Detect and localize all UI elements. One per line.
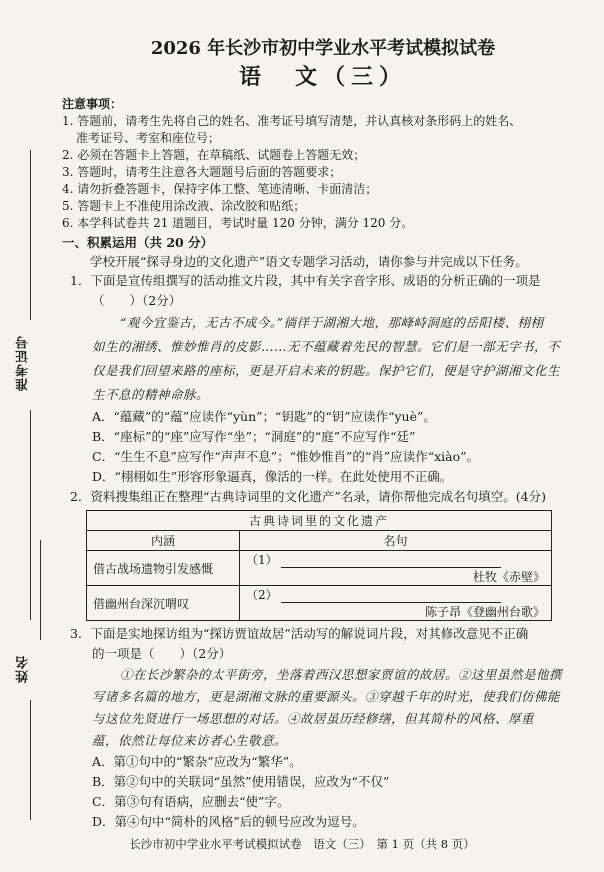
- section-intro: 学校开展“探寻身边的文化遗产”语文专题学习活动，请你参与并完成以下任务。: [90, 254, 528, 269]
- name-label: 姓名: [16, 655, 31, 683]
- binding-line-mid: [30, 410, 31, 620]
- question-1-stem-cont: （ ）（2分）: [92, 293, 182, 308]
- answer-blank[interactable]: [391, 555, 501, 568]
- quote-source: 杜牧《赤壁》: [472, 570, 545, 584]
- note-item: 5. 答题卡上不准使用涂改液、涂改胶和贴纸；: [62, 199, 306, 213]
- note-item: 6. 本学科试卷共 21 道题目，考试时量 120 分钟，满分 120 分。: [62, 216, 414, 230]
- question-3-option-c: C．第③句有语病，应删去“使”字。: [92, 794, 290, 809]
- quote-source: 陈子昂《登幽州台歌》: [424, 605, 545, 619]
- question-1-passage-line: 生不息的精神命脉。: [92, 387, 210, 402]
- binding-line-top: [30, 150, 31, 320]
- question-3-stem: 3．下面是实地探访组为“探访贾谊故居”活动写的解说词片段，对其修改意见不正确: [70, 626, 529, 641]
- quote-cell[interactable]: [240, 551, 552, 586]
- binding-line-bottom: [30, 700, 31, 820]
- question-1-option-b: B．“座标”的“座”应写作“坐”；“洞庭”的“庭”不应写作“廷”: [92, 429, 416, 444]
- answer-blank[interactable]: [281, 590, 391, 603]
- note-item: 1. 答题前，请考生先将自己的姓名、准考证号填写清楚，并认真核对条形码上的姓名、: [62, 114, 522, 128]
- question-1-option-c: C．“生生不息”应写作“声声不息”；“惟妙惟肖”的“肖”应读作“xiào”。: [92, 449, 479, 464]
- question-3-option-a: A．第①句中的“繁杂”应改为“繁华”。: [92, 754, 302, 769]
- section-title: 一、积累运用（共 20 分）: [62, 235, 214, 250]
- admission-number-blank: [40, 540, 41, 640]
- question-3-passage-line: 与这位先贤进行一场思想的对话。④故居虽历经修缮，但其简朴的风格、厚重: [92, 711, 535, 726]
- note-item: 4. 请勿折叠答题卡，保持字体工整、笔迹清晰、卡面清洁；: [62, 182, 378, 196]
- column-header-content: 内涵: [87, 531, 240, 551]
- question-1-option-d: D．“栩栩如生”形容形象逼真，像活的一样。在此处使用不正确。: [92, 469, 453, 484]
- notes-heading: 注意事项：: [62, 97, 123, 111]
- row-content: 借古战场遗物引发感慨: [87, 551, 240, 586]
- page-footer: 长沙市初中学业水平考试模拟试卷 语文（三） 第 1 页（共 8 页）: [129, 837, 475, 851]
- exam-title: 2026 年长沙市初中学业水平考试模拟试卷: [150, 38, 496, 59]
- exam-subtitle: 语 文（三）: [238, 64, 407, 90]
- question-3-passage-line: 蕴，依然让每位来访者心生敬意。: [92, 733, 288, 748]
- answer-blank[interactable]: [281, 555, 391, 568]
- question-1-passage-line: 如生的湘绣、惟妙惟肖的皮影……无不蕴藏着先民的智慧。它们是一部无字书，不: [92, 339, 561, 354]
- blank-number: （2）: [246, 588, 278, 602]
- question-3-stem-cont: 的一项是（ ）（2分）: [92, 646, 232, 661]
- poetry-table: [86, 510, 552, 621]
- exam-content: [62, 38, 584, 832]
- table-caption: 古典诗词里的文化遗产: [87, 511, 552, 531]
- note-item: 3. 答题时，请考生注意各大题题号后面的答题要求；: [62, 165, 342, 179]
- blank-number: （1）: [246, 553, 278, 567]
- note-item: 准考证号、考室和座位号；: [76, 131, 221, 145]
- question-3-option-b: B．第②句中的关联词“虽然”使用错误，应改为“不仅”: [92, 774, 390, 789]
- column-header-quote: 名句: [240, 531, 552, 551]
- question-3-option-d: D．第④句中“简朴的风格”后的顿号应改为逗号。: [92, 814, 365, 829]
- question-3-passage-line: 写诸多名篇的地方，更是湖湘文脉的重要源头。③穿越千年的时光，使我们仿佛能: [92, 689, 561, 704]
- table-row: [87, 586, 552, 621]
- table-row: [87, 551, 552, 586]
- row-content: 借幽州台深沉喟叹: [87, 586, 240, 621]
- question-3-passage-line: ①在长沙繁杂的太平街旁，坐落着西汉思想家贾谊的故居。②这里虽然是他撰: [120, 667, 563, 682]
- question-1-passage-line: 仅是我们回望来路的座标，更是开启未来的钥匙。保护它们，便是守护湖湘文化生: [92, 363, 561, 378]
- question-1-passage-line: “观今宜鉴古，无古不成今。”徜徉于湖湘大地，那峰峙洞庭的岳阳楼、栩栩: [120, 315, 544, 330]
- quote-cell[interactable]: [240, 586, 552, 621]
- note-item: 2. 必须在答题卡上答题，在草稿纸、试题卷上答题无效；: [62, 148, 366, 162]
- question-1-option-a: A．“蕴藏”的“蕴”应读作“yùn”；“钥匙”的“钥”应读作“yuè”。: [92, 409, 436, 424]
- admission-number-label: 准考证号: [16, 335, 31, 391]
- question-1-stem: 1．下面是宣传组撰写的活动推文片段，其中有关字音字形、成语的分析正确的一项是: [70, 273, 541, 288]
- question-2-stem: 2．资料搜集组正在整理“古典诗词里的文化遗产”名录，请你帮他完成名句填空。(4分): [70, 489, 546, 504]
- answer-blank[interactable]: [391, 590, 501, 603]
